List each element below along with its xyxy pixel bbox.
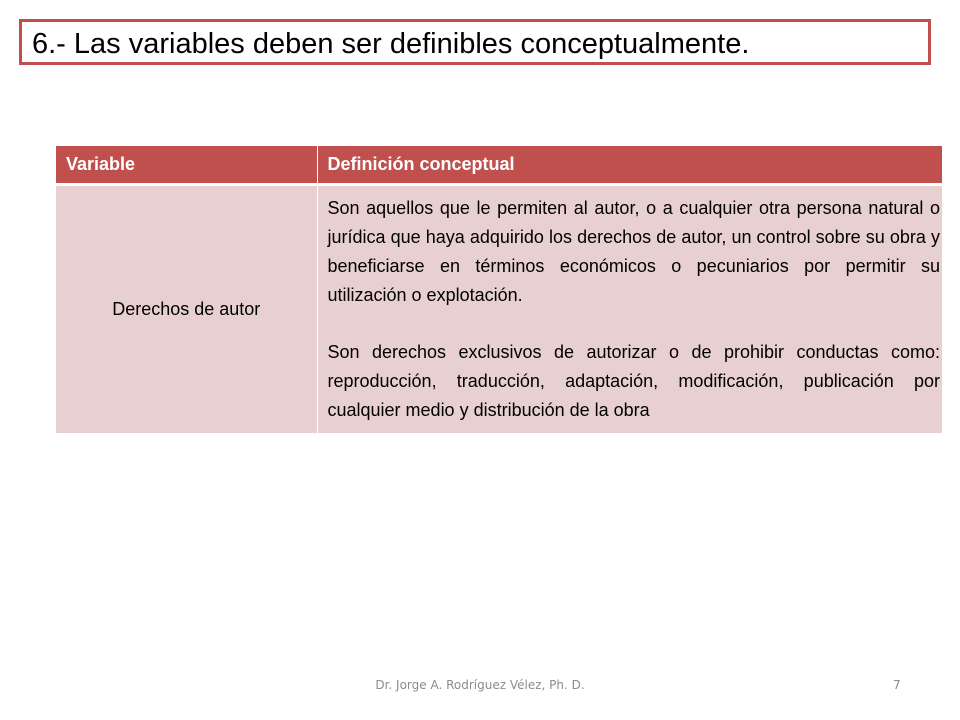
page-number: 7	[893, 678, 901, 692]
slide-title: 6.- Las variables deben ser definibles conceptualmente.	[32, 28, 750, 60]
definition-paragraph: Son derechos exclusivos de autorizar o de prohibir conductas como: reproducción, traducción, adaptación, modificación, publicación por cualquier medio y distribución de la obra	[327, 341, 940, 420]
title-box	[19, 19, 931, 65]
table-row	[56, 184, 942, 433]
header-variable: Variable	[56, 146, 317, 184]
cell-variable: Derechos de autor	[56, 184, 317, 433]
cell-definition	[317, 184, 942, 433]
table-header-row	[56, 146, 942, 184]
definition-table	[56, 146, 942, 433]
definition-paragraph: Son aquellos que le permiten al autor, o a cualquier otra persona natural o jurídica que haya adquirido los derechos de autor, un control sobre su obra y beneficiarse en términos económicos o pecuniarios por permitir su utilización o explotación.	[327, 197, 940, 305]
header-definition: Definición conceptual	[317, 146, 942, 184]
footer-author: Dr. Jorge A. Rodríguez Vélez, Ph. D.	[375, 678, 585, 692]
